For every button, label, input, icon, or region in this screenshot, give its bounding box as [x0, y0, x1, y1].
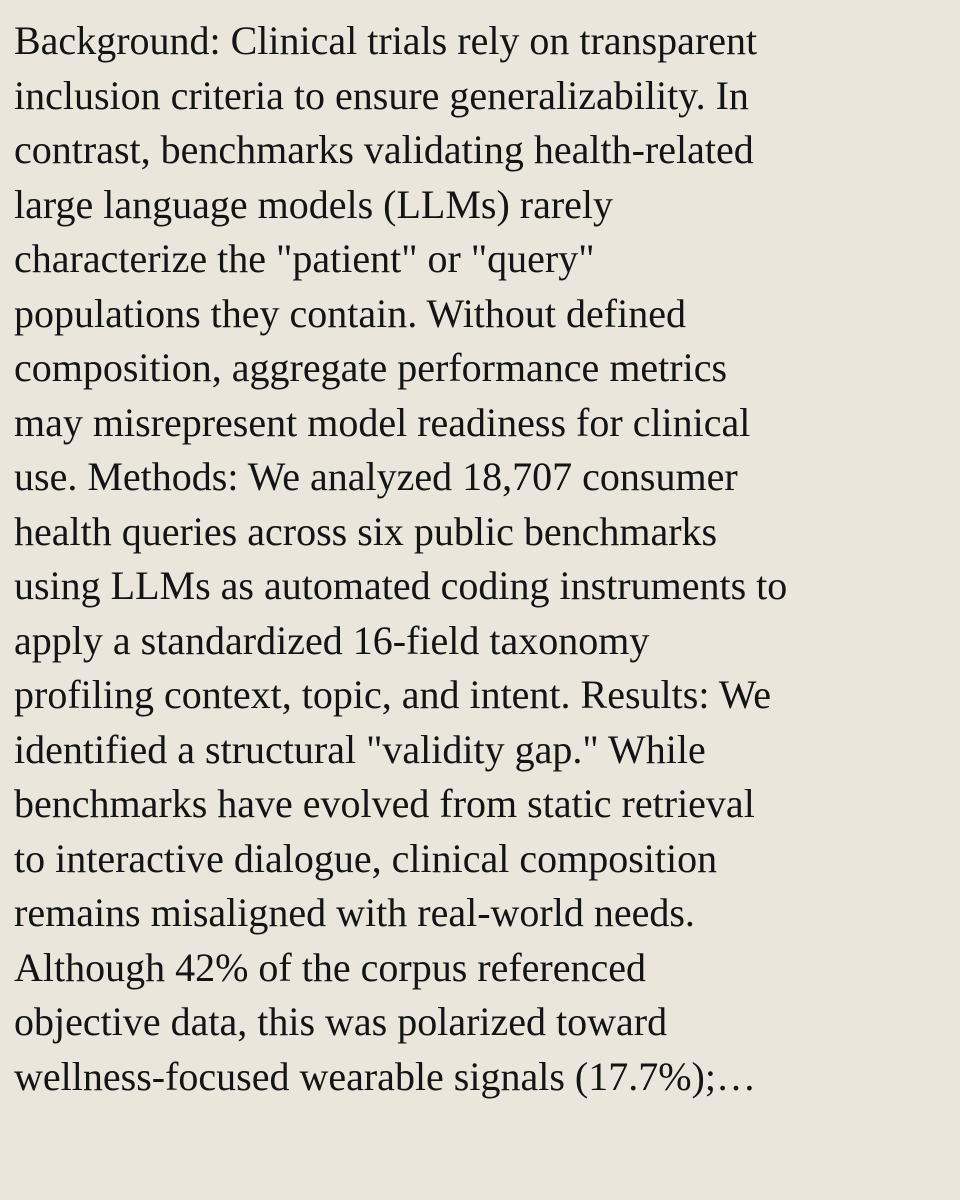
abstract-line: composition, aggregate performance metrics [14, 345, 728, 390]
abstract-text [14, 14, 944, 1104]
abstract-line: benchmarks have evolved from static retrieval [14, 781, 755, 826]
abstract-line: may misrepresent model readiness for clinical [14, 399, 751, 445]
abstract-line: identified a structural "validity gap." While [14, 726, 706, 772]
abstract-line: populations they contain. Without defined [14, 290, 686, 336]
abstract-line: inclusion criteria to ensure generalizability. In [14, 72, 749, 118]
abstract-line: Although 42% of the corpus referenced [14, 944, 646, 990]
abstract-line: apply a standardized 16-field taxonomy [14, 617, 650, 663]
abstract-line: Background: Clinical trials rely on transparent [14, 18, 758, 63]
abstract-line: large language models (LLMs) rarely [14, 181, 614, 227]
abstract-line: health queries across six public benchmarks [14, 508, 718, 554]
abstract-line: characterize the "patient" or "query" [14, 236, 595, 281]
abstract-line: use. Methods: We analyzed 18,707 consumer [14, 454, 738, 499]
abstract-line: wellness-focused wearable signals (17.7%);… [14, 1053, 756, 1099]
abstract-line: using LLMs as automated coding instruments to [14, 563, 788, 608]
abstract-line: contrast, benchmarks validating health-related [14, 127, 754, 172]
abstract-line: to interactive dialogue, clinical composition [14, 835, 718, 881]
abstract-line: remains misaligned with real-world needs. [14, 890, 695, 935]
abstract-line: objective data, this was polarized toward [14, 999, 668, 1044]
abstract-line: profiling context, topic, and intent. Results: We [14, 672, 772, 717]
